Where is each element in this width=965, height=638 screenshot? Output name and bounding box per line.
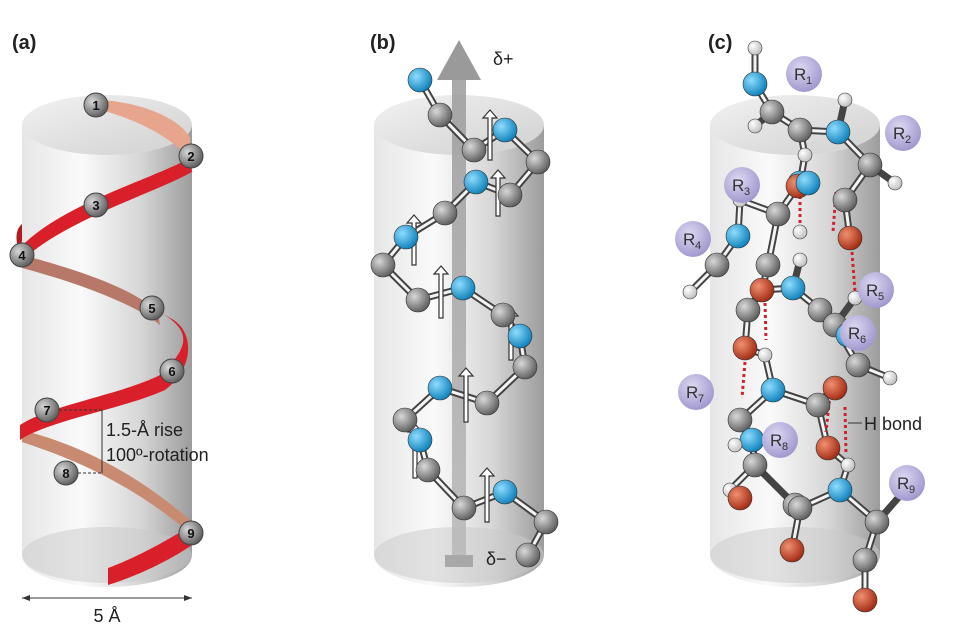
residue-marker-2 <box>179 144 203 168</box>
side-chain-r7 <box>678 374 714 410</box>
residue-marker-1 <box>84 93 108 117</box>
residue-marker-3 <box>84 193 108 217</box>
svg-text:2: 2 <box>905 134 912 146</box>
panel-b <box>370 32 558 587</box>
svg-text:R: R <box>683 230 696 249</box>
residue-marker-4 <box>10 243 34 267</box>
svg-text:5: 5 <box>878 291 885 303</box>
svg-text:9: 9 <box>909 484 916 496</box>
side-chain-r6 <box>840 315 876 351</box>
svg-text:R: R <box>897 474 910 493</box>
residue-marker-7 <box>35 398 59 422</box>
svg-text:6: 6 <box>860 334 867 346</box>
panel-c <box>675 32 925 612</box>
svg-text:9: 9 <box>187 526 195 541</box>
side-chain-r4 <box>675 221 711 257</box>
svg-text:R: R <box>686 383 699 402</box>
residue-marker-8 <box>54 461 78 485</box>
svg-text:1: 1 <box>806 75 813 87</box>
side-chain-r5 <box>858 272 894 308</box>
side-chain-r8 <box>762 422 798 458</box>
svg-text:3: 3 <box>92 198 100 213</box>
svg-text:4: 4 <box>18 248 26 263</box>
svg-text:1: 1 <box>92 98 100 113</box>
panel-a-label: (a) <box>12 32 37 54</box>
svg-text:7: 7 <box>698 393 705 405</box>
rotation-label: 100º-rotation <box>106 445 209 465</box>
width-annotation <box>22 595 192 626</box>
panel-a <box>10 32 209 626</box>
svg-text:2: 2 <box>187 149 195 164</box>
svg-text:8: 8 <box>782 441 789 453</box>
svg-text:8: 8 <box>62 466 70 481</box>
svg-text:R: R <box>893 124 906 143</box>
residue-marker-5 <box>140 296 164 320</box>
svg-text:R: R <box>770 431 783 450</box>
panel-b-label: (b) <box>370 32 396 54</box>
svg-text:R: R <box>866 281 879 300</box>
side-chain-r1 <box>786 56 822 92</box>
svg-text:5: 5 <box>148 301 156 316</box>
svg-text:R: R <box>732 176 745 195</box>
svg-text:7: 7 <box>43 403 51 418</box>
svg-text:R: R <box>794 65 807 84</box>
svg-text:3: 3 <box>744 186 751 198</box>
residue-marker-9 <box>179 521 203 545</box>
residue-marker-6 <box>160 359 184 383</box>
rise-label: 1.5-Å rise <box>106 420 184 440</box>
svg-text:R: R <box>848 324 861 343</box>
dipole-negative-label: δ− <box>486 549 507 569</box>
width-label: 5 Å <box>93 606 121 626</box>
hbond-label: H bond <box>864 414 923 434</box>
side-chain-r3 <box>724 167 760 203</box>
svg-text:6: 6 <box>168 364 176 379</box>
side-chain-r2 <box>885 115 921 151</box>
svg-text:4: 4 <box>695 240 702 252</box>
dipole-positive-label: δ+ <box>493 49 514 69</box>
panel-c-label: (c) <box>708 32 733 54</box>
side-chain-r9 <box>889 465 925 501</box>
